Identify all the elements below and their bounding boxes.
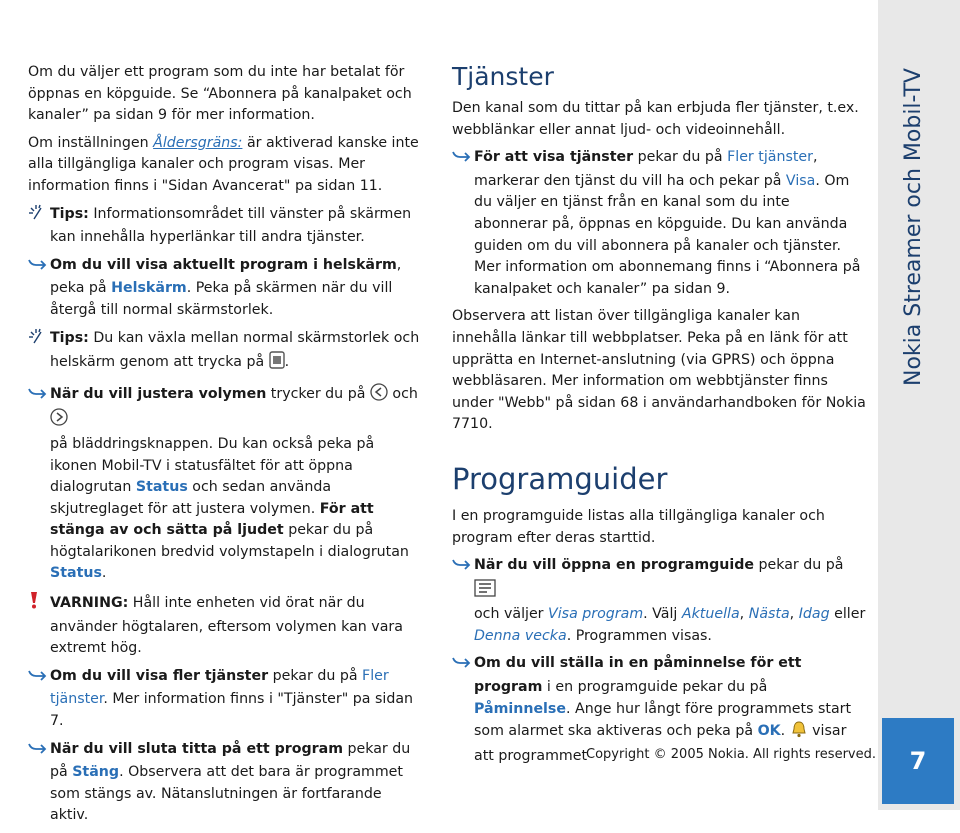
hand-pointer-icon <box>28 386 50 408</box>
status-dialog-key[interactable]: Status <box>135 479 188 496</box>
program-guide-icon <box>474 579 496 605</box>
reminder-key[interactable]: Påminnelse <box>474 700 566 717</box>
paragraph-guides-intro: I en programguide listas alla tillgängliga kanaler och program efter deras starttid. <box>452 507 825 546</box>
fullscreen-button-icon <box>269 351 285 377</box>
tip-bulb-icon <box>28 328 50 352</box>
heading-services: Tjänster <box>452 62 554 91</box>
hand-pointer-icon <box>28 668 50 690</box>
copyright-footer: Copyright © 2005 Nokia. All rights reserved. <box>586 747 876 762</box>
hand-pointer-icon <box>28 741 50 763</box>
ok-key[interactable]: OK <box>757 723 781 740</box>
close-key[interactable]: Stäng <box>72 764 120 781</box>
instruction-volume: När du vill justera volymen trycker du på och på bläddringsknappen. Du kan också peka på ikonen Mobil-TV i statusfältet för att öppna dialogrutan Status och sedan använda skjutreglaget för att justera volymen. För att stänga av och sätta på ljudet pekar du på högtalarikonen bredvid volymstapeln i dialogrutan Status. <box>28 383 424 585</box>
hand-pointer-icon <box>28 257 50 279</box>
today-option[interactable]: Idag <box>798 606 830 623</box>
left-column <box>28 62 424 833</box>
page-number: 7 <box>882 718 954 804</box>
paragraph-age-limit: Om inställningen Åldersgräns: är aktiverad kanske inte alla tillgängliga kanaler och program visas. Mer information finns i "Sidan Avancerat" pa sidan 11. <box>28 134 419 194</box>
show-key[interactable]: Visa <box>785 172 816 189</box>
paragraph-services-intro: Den kanal som du tittar på kan erbjuda fler tjänster, t.ex. webblänkar eller annat ljud- och videoinnehåll. <box>452 100 859 138</box>
scroll-left-icon <box>370 383 388 409</box>
scroll-right-icon <box>50 408 68 434</box>
instruction-more-services: Om du vill visa fler tjänster pekar du på Fler tjänster. Mer information finns i "Tjänster" pa sidan 7. <box>28 666 424 733</box>
current-option[interactable]: Aktuella <box>681 606 740 623</box>
warning-exclamation-icon <box>28 591 50 617</box>
instruction-open-guide: När du vill öppna en programguide pekar du på och väljer Visa program. Välj Aktuella, Nästa, Idag eller Denna vecka. Programmen visas. <box>452 555 866 647</box>
paragraph-web-links: Observera att listan över tillgängliga kanaler kan innehålla länkar till webbplatser. Peka på en länk för att upprätta en Internet-anslutning (via GPRS) och öppna webbläsaren. Mer information om webbtjänster finns under "Webb" på sidan 68 i användarhandboken för Nokia 7710. <box>452 308 866 433</box>
heading-program-guides: Programguider <box>452 461 668 496</box>
instruction-show-services: För att visa tjänster pekar du på Fler tjänster, markerar den tjänst du vill ha och pekar på Visa. Om du väljer en tjänst från en kanal som du inte abonnerar på, öppnas en köpguide. Du kan använda guiden om du vill abonnera på kanaler och tjänster. Mer information om abonnemang finns i “Abonnera på kanalpaket och kanaler” pa sidan 9. <box>452 147 866 300</box>
next-option[interactable]: Nästa <box>748 606 790 623</box>
hand-pointer-icon <box>452 557 474 579</box>
alarm-bell-icon <box>790 720 808 746</box>
instruction-stop: När du vill sluta titta på ett program pekar du på Stäng. Observera att det bara är programmet som stängs av. Nätanslutningen är fortfarande aktiv. <box>28 739 424 827</box>
tip-bulb-icon <box>28 204 50 228</box>
tip-info-area: Tips: Informationsområdet till vänster på skärmen kan innehålla hyperlänkar till andra tjänster. <box>28 204 424 249</box>
more-services-key[interactable]: Fler tjänster <box>50 667 389 708</box>
right-column <box>452 62 866 773</box>
instruction-reminder: Om du vill ställa in en påminnelse för ett program i en programguide pekar du på Påminnelse. Ange hur långt före programmets start som alarmet ska aktiveras och peka på OK. visar att programmet <box>452 653 866 767</box>
instruction-fullscreen: Om du vill visa aktuellt program i helskärm, peka på Helskärm. Peka på skärmen när du vill återgå till normal skärmstorlek. <box>28 255 424 322</box>
tip-fullscreen-key: Tips: Du kan växla mellan normal skärmstorlek och helskärm genom att trycka på . <box>28 328 424 377</box>
warning-volume: VARNING: Håll inte enheten vid örat när du använder högtalaren, eftersom volymen kan vara extremt hög. <box>28 591 424 660</box>
chapter-title: Nokia Streamer och Mobil-TV <box>901 68 926 386</box>
more-services-key[interactable]: Fler tjänster <box>727 149 813 166</box>
hand-pointer-icon <box>452 149 474 171</box>
age-limit-link[interactable]: Åldersgräns: <box>153 134 243 151</box>
status-dialog-key-2[interactable]: Status <box>50 565 102 582</box>
fullscreen-key[interactable]: Helskärm <box>111 280 187 297</box>
this-week-option[interactable]: Denna vecka <box>474 627 567 644</box>
show-program-option[interactable]: Visa program <box>548 606 644 623</box>
paragraph-purchase-guide: Om du väljer ett program som du inte har betalat för öppnas en köpguide. Se “Abonnera på kanalpaket och kanaler” pa sidan 9 för mer information. <box>28 64 412 124</box>
hand-pointer-icon <box>452 655 474 677</box>
